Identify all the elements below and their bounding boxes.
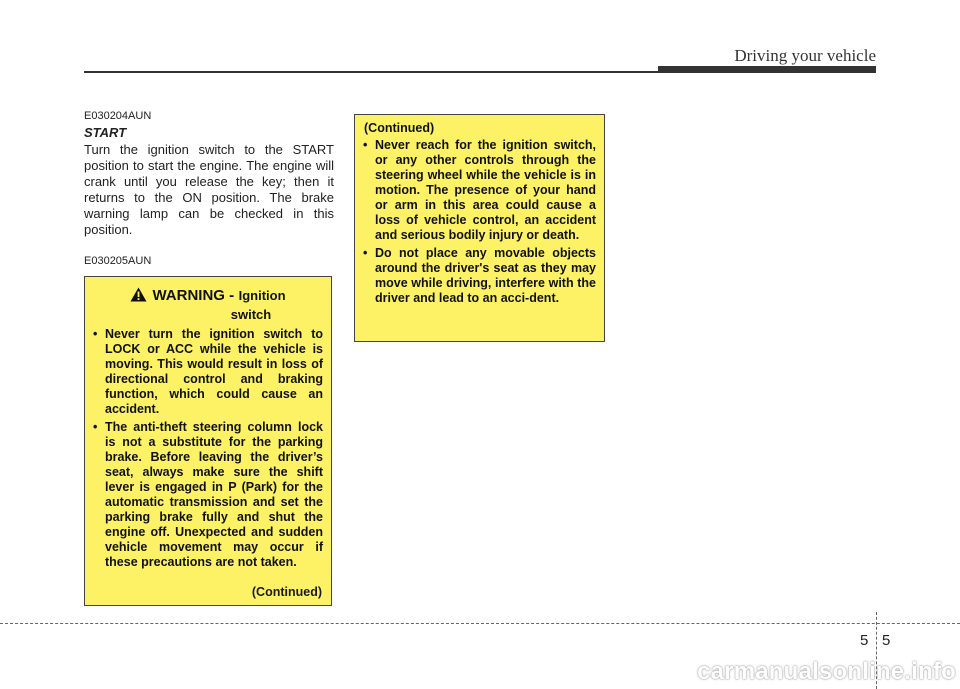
section-code-warning: E030205AUN	[84, 255, 152, 267]
warning-bullet: • Never turn the ignition switch to LOCK or ACC while the vehicle is moving. This would result in loss of directional control and braking function, which could cause an accident.	[85, 327, 331, 417]
warning-subtitle-line2: switch	[230, 307, 272, 322]
continued-label: (Continued)	[251, 585, 322, 599]
warning-triangle-icon	[130, 287, 147, 307]
watermark: carmanualsonline.info	[697, 658, 956, 685]
warning-heading	[85, 287, 331, 324]
continued-label: (Continued)	[364, 121, 435, 135]
continued-bullet-list	[355, 138, 604, 309]
header-title: Driving your vehicle	[734, 46, 876, 65]
chapter-number: 5	[860, 632, 869, 649]
warning-box-continued	[354, 114, 605, 342]
page-number: 5	[882, 632, 891, 649]
start-description: Turn the ignition switch to the START position to start the engine. The engine will crank until you release the key; then it returns to the ON position. The brake warning lamp can be checked in this position.	[84, 142, 334, 237]
warning-bullet: • The anti-theft steering column lock is not a substitute for the parking brake. Before leaving the driver’s seat, always make sure the shift lever is engaged in P (Park) for the automatic transmission and set the parking brake fully and shut the engine off. Unexpected and sudden vehicle movement may occur if these precautions are not taken.	[85, 420, 331, 570]
section-code-start: E030204AUN	[84, 110, 152, 122]
warning-label: WARNING -	[152, 287, 235, 304]
warning-bullet: • Never reach for the ignition switch, or any other controls through the steering wheel while the vehicle is in motion. The presence of your hand or arm in this area could cause a loss of vehicle control, an accident and serious bodily injury or death.	[355, 138, 604, 243]
section-title-start: START	[84, 125, 127, 140]
warning-bullet: • Do not place any movable objects around the driver's seat as they may move while driving, interfere with the driver and lead to an acci-dent.	[355, 246, 604, 306]
warning-subtitle-line1: Ignition	[238, 288, 286, 303]
warning-bullet-list	[85, 327, 331, 573]
header-rule	[84, 71, 664, 73]
warning-box	[84, 276, 332, 606]
footer-rule	[0, 623, 960, 624]
header-rule-accent	[658, 66, 876, 73]
